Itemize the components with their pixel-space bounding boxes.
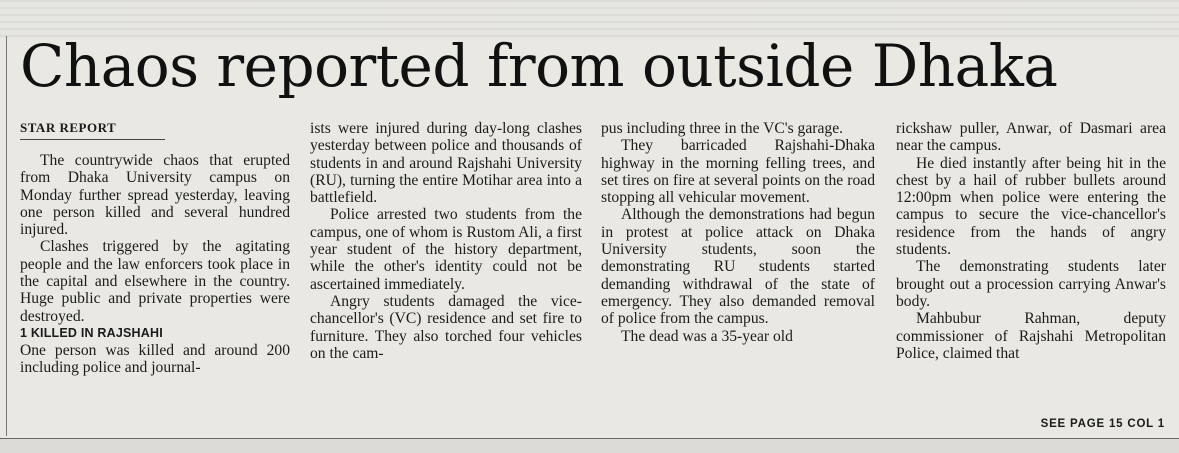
paragraph: Police arrested two students from the campus, one of whom is Rustom Ali, a first year student of the history department, while the other's identity could not be ascertained immediately. [310,206,582,293]
page-footer-strip [0,439,1179,453]
paragraph: Although the demonstrations had begun in protest at police attack on Dhaka University students, soon the demonstrating RU students started demanding withdrawal of the state of emergency. They also demanded removal of police from the campus. [601,206,875,328]
paragraph: The countrywide chaos that erupted from Dhaka University campus on Monday further spread yesterday, leaving one person killed and several hundred injured. [20,152,290,239]
article-column-1 [20,120,290,377]
paragraph: Angry students damaged the vice-chancellor's (VC) residence and set fire to furniture. They also torched four vehicles on the cam- [310,292,582,362]
paragraph: The demonstrating students later brought out a procession carrying Anwar's body. [896,258,1166,310]
article-column-2 [310,120,582,362]
paragraph: ists were injured during day-long clashes yesterday between police and thousands of students in and around Rajshahi University (RU), turning the entire Motihar area into a battlefield. [310,120,582,207]
continued-on-page-link: SEE PAGE 15 COL 1 [1040,418,1165,430]
article-column-3 [601,120,875,345]
paragraph: One person was killed and around 200 including police and journal- [20,341,290,377]
paragraph: The dead was a 35-year old [621,327,793,345]
paragraph: rickshaw puller, Anwar, of Dasmari area near the campus. [896,120,1166,155]
paragraph: Mahbubur Rahman, deputy commissioner of Rajshahi Metropolitan Police, claimed that [896,310,1166,362]
paragraph: Clashes triggered by the agitating people and the law enforcers took place in the capital and elsewhere in the country. Huge public and private properties were destroyed. [20,238,290,325]
byline: STAR REPORT [20,120,165,140]
paragraph: pus including three in the VC's garage. [601,120,844,137]
headline: Chaos reported from outside Dhaka [20,32,1058,100]
article-column-4 [896,120,1166,362]
paragraph: They barricaded Rajshahi-Dhaka highway in the morning felling trees, and set tires on fire at several points on the road stopping all vehicular movement. [601,137,875,207]
column-rule [6,36,7,436]
paragraph: He died instantly after being hit in the chest by a hail of rubber bullets around 12:00pm when police were entering the campus to secure the vice-chancellor's residence from the hands of angry students. [896,154,1166,259]
subheading: 1 KILLED IN RAJSHAHI [20,325,163,340]
